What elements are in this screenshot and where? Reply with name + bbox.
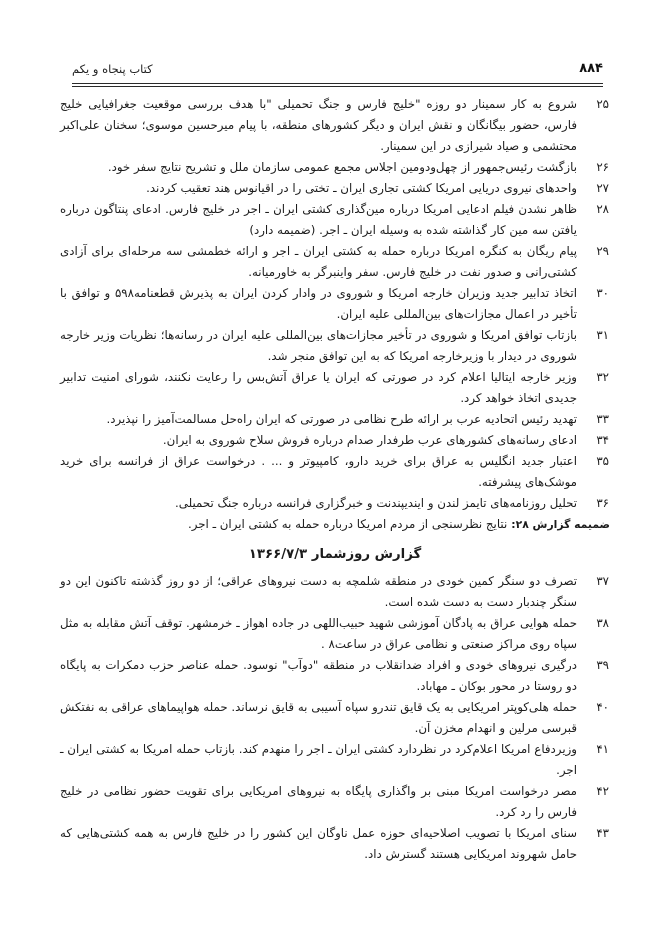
appendix-note — [60, 514, 610, 535]
item-text: حمله هلی‌کوپتر امریکایی به یک قایق تندرو سپاه آسیبی به قایق نرساند. حمله هواپیماهای عراقی به نفتکش قبرسی مرلین و انهدام مخزن آن. — [60, 700, 577, 735]
report-item — [60, 325, 610, 367]
item-number: ۴۱ — [596, 742, 609, 756]
item-text: بازتاب توافق امریکا و شوروی در تأخیر مجازات‌های بین‌المللی علیه ایران در رسانه‌ها؛ نظریات وزیر خارجه شوروی در دیدار با وزیرخارجه امریکا که به این توافق منجر شد. — [60, 328, 577, 363]
report-item — [60, 451, 610, 493]
header-rule — [72, 83, 603, 87]
chronology-report-list — [60, 94, 610, 865]
report-item — [60, 241, 610, 283]
item-text: ادعای رسانه‌های کشورهای عرب طرفدار صدام درباره فروش سلاح شوروی به ایران. — [162, 433, 577, 447]
item-text: پیام ریگان به کنگره امریکا درباره حمله به کشتی ایران ـ اجر و ارائه خطمشی سه مرحله‌ای برای آزادی کشتی‌رانی و صدور نفت در خلیج فارس. سفر واینبرگر به خاورمیانه. — [60, 244, 577, 279]
item-text: سنای امریکا با تصویب اصلاحیه‌ای حوزه عمل ناوگان این کشور را در خلیج فارس به همه کشتی‌هایی که حامل شهروند امریکایی هستند گسترش داد. — [60, 826, 577, 861]
item-number: ۲۸ — [596, 202, 609, 216]
report-item — [60, 655, 610, 697]
item-number: ۳۶ — [596, 496, 609, 510]
item-text: مصر درخواست امریکا مبنی بر واگذاری پایگاه به نیروهای امریکایی برای تقویت حضور نظامی در خلیج فارس را رد کرد. — [60, 784, 577, 819]
item-text: حمله هوایی عراق به پادگان آموزشی شهید حبیب‌اللهی در جاده اهواز ـ خرمشهر. توقف آتش مقابله به مثل سپاه روی مراکز صنعتی و نظامی عراق در ساعت۸ . — [60, 616, 577, 651]
report-item — [60, 613, 610, 655]
report-item — [60, 493, 610, 514]
item-text: وزیردفاع امریکا اعلام‌کرد در نظردارد کشتی ایران ـ اجر را منهدم کند. بازتاب حمله امریکا به کشتی ایران ـ اجر. — [60, 742, 577, 777]
report-item — [60, 94, 610, 157]
page-number: ۸۸۴ — [579, 61, 603, 76]
item-text: اعتبار جدید انگلیس به عراق برای خرید دارو، کامپیوتر و ... . درخواست عراق از فرانسه برای خرید موشک‌های پیشرفته. — [60, 454, 577, 489]
report-item — [60, 823, 610, 865]
item-text: تصرف دو سنگر کمین خودی در منطقه شلمچه به دست نیروهای عراقی؛ از دو روز گذشته تاکنون این دو سنگر چندبار دست به دست شده است. — [60, 574, 577, 609]
item-number: ۴۲ — [596, 784, 609, 798]
item-number: ۳۰ — [596, 286, 609, 300]
item-number: ۳۹ — [596, 658, 609, 672]
item-text: شروع به کار سمینار دو روزه "خلیج فارس و جنگ تحمیلی "با هدف بررسی موقعیت جغرافیایی خلیج فارس، حضور بیگانگان و نقش ایران و دیگر کشورهای منطقه، با پیام میرحسین موسوی؛ سخنان علی‌اکبر محتشمی و صیاد شیرازی در این سمینار. — [60, 97, 577, 153]
item-text: درگیری نیروهای خودی و افراد ضدانقلاب در منطقه "دوآب" نوسود. حمله عناصر حزب دمکرات به پایگاه دو روستا در محور بوکان ـ مهاباد. — [60, 658, 577, 693]
report-item — [60, 409, 610, 430]
page-header — [72, 61, 603, 76]
report-item — [60, 697, 610, 739]
appendix-label: ضمیمه گزارش ۲۸: — [511, 518, 610, 531]
report-item — [60, 781, 610, 823]
item-text: تحلیل روزنامه‌های تایمز لندن و ایندیپندنت و خبرگزاری فرانسه درباره جنگ تحمیلی. — [174, 496, 577, 510]
section-heading: گزارش روزشمار ۱۳۶۶/۷/۳ — [248, 547, 422, 562]
item-number: ۲۶ — [596, 160, 609, 174]
item-number: ۳۲ — [596, 370, 609, 384]
report-item — [60, 178, 610, 199]
report-item — [60, 739, 610, 781]
item-text: تهدید رئیس اتحادیه عرب بر ارائه طرح نظامی در صورتی که ایران راه‌حل مسالمت‌آمیز را نپذیرد. — [106, 412, 577, 426]
item-number: ۳۵ — [596, 454, 609, 468]
book-title: کتاب پنجاه و یکم — [72, 62, 153, 76]
item-number: ۴۰ — [596, 700, 609, 714]
item-number: ۳۳ — [596, 412, 609, 426]
report-item — [60, 430, 610, 451]
item-number: ۲۷ — [596, 181, 609, 195]
item-text: وزیر خارجه ایتالیا اعلام کرد در صورتی که ایران یا عراق آتش‌بس را رعایت نکنند، شورای امنیت تدابیر جدیدی اتخاذ خواهد کرد. — [60, 370, 577, 405]
item-number: ۲۹ — [596, 244, 609, 258]
item-number: ۳۷ — [596, 574, 609, 588]
item-text: ظاهر نشدن فیلم ادعایی امریکا درباره مین‌گذاری کشتی ایران ـ اجر در خلیج فارس. ادعای پنتاگون درباره یافتن سه مین کار گذاشته شده به وسیله ایران ـ اجر. (ضمیمه دارد) — [60, 202, 577, 237]
report-item — [60, 199, 610, 241]
item-number: ۳۸ — [596, 616, 609, 630]
report-item — [60, 367, 610, 409]
item-number: ۳۴ — [596, 433, 609, 447]
report-item — [60, 283, 610, 325]
item-number: ۳۱ — [596, 328, 609, 342]
item-text: اتخاذ تدابیر جدید وزیران خارجه امریکا و شوروی در وادار کردن ایران به پذیرش قطعنامه۵۹۸ و توافق با تأخیر در اعمال مجازات‌های بین‌المللی علیه ایران. — [60, 286, 577, 321]
item-text: بازگشت رئیس‌جمهور از چهل‌ودومین اجلاس مجمع عمومی سازمان ملل و تشریح نتایج سفر خود. — [107, 160, 577, 174]
report-item — [60, 571, 610, 613]
report-item — [60, 157, 610, 178]
item-number: ۴۳ — [596, 826, 609, 840]
item-number: ۲۵ — [596, 97, 609, 111]
appendix-text: نتایج نظرسنجی از مردم امریکا درباره حمله به کشتی ایران ـ اجر. — [187, 517, 508, 531]
item-text: واحدهای نیروی دریایی امریکا کشتی تجاری ایران ـ تختی را در اقیانوس هند تعقیب کردند. — [146, 181, 577, 195]
